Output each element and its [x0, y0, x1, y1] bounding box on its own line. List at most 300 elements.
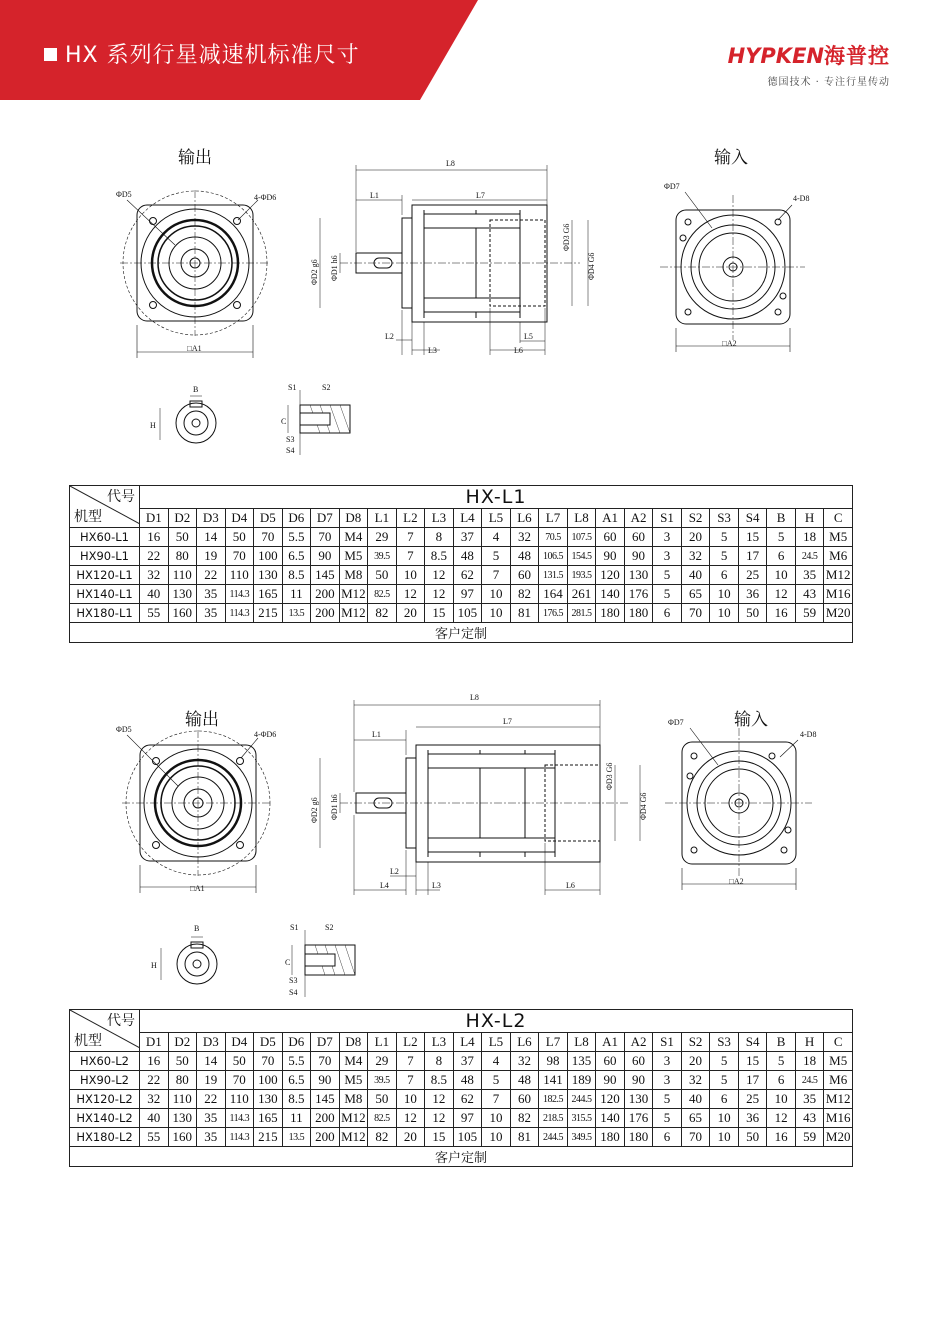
- label-s1-1: S1: [288, 383, 297, 392]
- value-cell-l4: 37: [453, 1052, 482, 1071]
- value-cell-d7: 200: [311, 1128, 340, 1147]
- label-d4-1: ΦD4 G6: [587, 252, 596, 280]
- table-row: [70, 547, 853, 566]
- value-cell-d5: 100: [254, 547, 283, 566]
- value-cell-d1: 55: [140, 604, 169, 623]
- value-cell-h: 59: [795, 1128, 824, 1147]
- shaft-key-view-2: [161, 937, 217, 984]
- value-cell-s2: 32: [681, 1071, 710, 1090]
- value-cell-d6: 6.5: [282, 547, 311, 566]
- column-header-l7: L7: [539, 1033, 568, 1052]
- value-cell-b: 5: [767, 528, 796, 547]
- column-header-b: B: [767, 509, 796, 528]
- value-cell-s2: 40: [681, 566, 710, 585]
- label-l1-1: L1: [370, 191, 379, 200]
- value-cell-c: M20: [824, 604, 853, 623]
- value-cell-l6: 81: [510, 604, 539, 623]
- model-cell: HX140-L1: [70, 585, 140, 604]
- value-cell-c: M6: [824, 547, 853, 566]
- value-cell-l1: 50: [368, 1090, 397, 1109]
- output-flange-view-2: [122, 730, 272, 893]
- column-header-s3: S3: [710, 509, 739, 528]
- value-cell-b: 16: [767, 1128, 796, 1147]
- shaft-key-view-1: [160, 396, 216, 443]
- label-l6-1: L6: [514, 346, 523, 355]
- value-cell-s2: 70: [681, 1128, 710, 1147]
- value-cell-l8: 135: [567, 1052, 596, 1071]
- model-cell: HX60-L2: [70, 1052, 140, 1071]
- table-footer: 客户定制: [70, 623, 853, 643]
- value-cell-s4: 15: [738, 1052, 767, 1071]
- output-caption-1: 输出: [178, 148, 212, 168]
- value-cell-l6: 82: [510, 1109, 539, 1128]
- value-cell-d3: 19: [197, 547, 226, 566]
- column-header-l2: L2: [396, 509, 425, 528]
- value-cell-a2: 180: [624, 1128, 653, 1147]
- input-caption-2: 输入: [734, 710, 768, 730]
- model-cell: HX90-L2: [70, 1071, 140, 1090]
- value-cell-l5: 10: [482, 604, 511, 623]
- value-cell-d6: 11: [282, 1109, 311, 1128]
- value-cell-h: 35: [795, 566, 824, 585]
- value-cell-l6: 32: [510, 528, 539, 547]
- value-cell-a2: 130: [624, 1090, 653, 1109]
- value-cell-l3: 12: [425, 1090, 454, 1109]
- brand-slogan: 德国技术 · 专注行星传动: [767, 77, 890, 88]
- value-cell-a1: 140: [596, 1109, 625, 1128]
- label-l5-1: L5: [524, 332, 533, 341]
- value-cell-l1: 82.5: [368, 1109, 397, 1128]
- table-row: [70, 1128, 853, 1147]
- column-header-d1: D1: [140, 509, 169, 528]
- table-row: [70, 1109, 853, 1128]
- value-cell-c: M20: [824, 1128, 853, 1147]
- page-title-text: HX 系列行星减速机标准尺寸: [65, 43, 360, 68]
- value-cell-l5: 4: [482, 528, 511, 547]
- value-cell-c: M12: [824, 566, 853, 585]
- value-cell-d8: M8: [339, 1090, 368, 1109]
- spec-table-l1: [69, 485, 853, 643]
- brand-name-cn: 海普控: [824, 44, 890, 68]
- value-cell-d7: 145: [311, 566, 340, 585]
- value-cell-l2: 7: [396, 1071, 425, 1090]
- value-cell-s1: 3: [653, 547, 682, 566]
- value-cell-d4: 114.3: [225, 604, 254, 623]
- column-header-d1: D1: [140, 1033, 169, 1052]
- value-cell-s3: 10: [710, 604, 739, 623]
- value-cell-l1: 29: [368, 528, 397, 547]
- value-cell-l3: 8.5: [425, 547, 454, 566]
- column-header-d7: D7: [311, 509, 340, 528]
- value-cell-l4: 48: [453, 547, 482, 566]
- column-header-row: [70, 509, 853, 528]
- column-header-d8: D8: [339, 1033, 368, 1052]
- value-cell-l4: 37: [453, 528, 482, 547]
- column-header-l6: L6: [510, 1033, 539, 1052]
- value-cell-d8: M8: [339, 566, 368, 585]
- label-d8-1: 4-D8: [793, 194, 810, 203]
- value-cell-l8: 189: [567, 1071, 596, 1090]
- value-cell-d7: 200: [311, 604, 340, 623]
- value-cell-b: 12: [767, 585, 796, 604]
- column-header-l7: L7: [539, 509, 568, 528]
- value-cell-h: 24.5: [795, 1071, 824, 1090]
- value-cell-l1: 50: [368, 566, 397, 585]
- table-footer-row: [70, 1147, 853, 1167]
- value-cell-d3: 35: [197, 1109, 226, 1128]
- column-header-l8: L8: [567, 509, 596, 528]
- column-header-l4: L4: [453, 509, 482, 528]
- value-cell-a2: 176: [624, 1109, 653, 1128]
- code-label: 代号: [107, 1013, 135, 1029]
- value-cell-l5: 10: [482, 1128, 511, 1147]
- value-cell-s3: 6: [710, 1090, 739, 1109]
- table-title: HX-L1: [140, 486, 853, 509]
- column-header-d2: D2: [168, 509, 197, 528]
- value-cell-l2: 12: [396, 1109, 425, 1128]
- label-d3-1: ΦD3 G6: [562, 223, 571, 251]
- value-cell-h: 35: [795, 1090, 824, 1109]
- value-cell-l7: 70.5: [539, 528, 568, 547]
- value-cell-d1: 55: [140, 1128, 169, 1147]
- label-d1-2: ΦD1 h6: [330, 794, 339, 820]
- column-header-d8: D8: [339, 509, 368, 528]
- label-s1-2: S1: [290, 923, 299, 932]
- column-header-d6: D6: [282, 509, 311, 528]
- column-header-l2: L2: [396, 1033, 425, 1052]
- label-l3-2: L3: [432, 881, 441, 890]
- value-cell-l5: 7: [482, 1090, 511, 1109]
- value-cell-d3: 35: [197, 604, 226, 623]
- column-header-l1: L1: [368, 509, 397, 528]
- table-footer: 客户定制: [70, 1147, 853, 1167]
- value-cell-s3: 5: [710, 547, 739, 566]
- value-cell-s3: 10: [710, 1128, 739, 1147]
- value-cell-s3: 5: [710, 528, 739, 547]
- value-cell-l6: 48: [510, 1071, 539, 1090]
- label-d7-2: ΦD7: [668, 718, 684, 727]
- value-cell-a2: 90: [624, 547, 653, 566]
- label-s3-2: S3: [289, 976, 298, 985]
- value-cell-s2: 40: [681, 1090, 710, 1109]
- column-header-d5: D5: [254, 1033, 283, 1052]
- value-cell-l4: 105: [453, 604, 482, 623]
- value-cell-d4: 114.3: [225, 1109, 254, 1128]
- value-cell-d8: M4: [339, 528, 368, 547]
- column-header-a1: A1: [596, 1033, 625, 1052]
- value-cell-d4: 70: [225, 547, 254, 566]
- value-cell-l1: 29: [368, 1052, 397, 1071]
- column-header-l4: L4: [453, 1033, 482, 1052]
- table-row: [70, 528, 853, 547]
- value-cell-s1: 3: [653, 1071, 682, 1090]
- label-s3-1: S3: [286, 435, 295, 444]
- table-row: [70, 585, 853, 604]
- value-cell-d3: 19: [197, 1071, 226, 1090]
- value-cell-d6: 6.5: [282, 1071, 311, 1090]
- value-cell-d5: 70: [254, 1052, 283, 1071]
- column-header-c: C: [824, 509, 853, 528]
- value-cell-b: 12: [767, 1109, 796, 1128]
- value-cell-l1: 82.5: [368, 585, 397, 604]
- label-b-2: B: [194, 924, 200, 933]
- value-cell-l4: 48: [453, 1071, 482, 1090]
- label-d3-2: ΦD3 G6: [605, 762, 614, 790]
- value-cell-l5: 4: [482, 1052, 511, 1071]
- value-cell-l3: 12: [425, 1109, 454, 1128]
- value-cell-s3: 10: [710, 1109, 739, 1128]
- column-header-l8: L8: [567, 1033, 596, 1052]
- value-cell-b: 16: [767, 604, 796, 623]
- value-cell-l3: 8: [425, 528, 454, 547]
- input-flange-view-1: [660, 192, 805, 352]
- value-cell-s2: 20: [681, 1052, 710, 1071]
- value-cell-s4: 17: [738, 547, 767, 566]
- table-corner-cell: [70, 1010, 140, 1052]
- value-cell-d5: 70: [254, 528, 283, 547]
- column-header-s1: S1: [653, 1033, 682, 1052]
- value-cell-d2: 80: [168, 547, 197, 566]
- value-cell-l2: 10: [396, 566, 425, 585]
- model-cell: HX180-L1: [70, 604, 140, 623]
- value-cell-d3: 14: [197, 1052, 226, 1071]
- table-row: [70, 566, 853, 585]
- value-cell-b: 6: [767, 547, 796, 566]
- value-cell-d7: 200: [311, 585, 340, 604]
- value-cell-a2: 176: [624, 585, 653, 604]
- value-cell-h: 43: [795, 1109, 824, 1128]
- table-corner-cell: [70, 486, 140, 528]
- column-header-l1: L1: [368, 1033, 397, 1052]
- value-cell-a2: 130: [624, 566, 653, 585]
- input-flange-view-2: [665, 728, 812, 890]
- value-cell-c: M12: [824, 1090, 853, 1109]
- value-cell-d1: 16: [140, 1052, 169, 1071]
- value-cell-s1: 5: [653, 566, 682, 585]
- column-header-a2: A2: [624, 1033, 653, 1052]
- column-header-d3: D3: [197, 1033, 226, 1052]
- value-cell-s4: 25: [738, 1090, 767, 1109]
- value-cell-s1: 6: [653, 1128, 682, 1147]
- value-cell-b: 5: [767, 1052, 796, 1071]
- value-cell-c: M5: [824, 1052, 853, 1071]
- value-cell-l6: 82: [510, 585, 539, 604]
- value-cell-h: 43: [795, 585, 824, 604]
- value-cell-a1: 90: [596, 547, 625, 566]
- value-cell-d6: 5.5: [282, 1052, 311, 1071]
- column-header-s4: S4: [738, 1033, 767, 1052]
- label-c-1: C: [281, 417, 287, 426]
- column-header-s2: S2: [681, 1033, 710, 1052]
- label-a1-2: □A1: [190, 884, 205, 893]
- label-h-1: H: [150, 421, 156, 430]
- value-cell-l4: 97: [453, 585, 482, 604]
- value-cell-l8: 244.5: [567, 1090, 596, 1109]
- value-cell-d5: 130: [254, 566, 283, 585]
- model-cell: HX60-L1: [70, 528, 140, 547]
- value-cell-l7: 164: [539, 585, 568, 604]
- label-d6-2: 4-ΦD6: [254, 730, 277, 739]
- value-cell-s4: 15: [738, 528, 767, 547]
- label-l7-1: L7: [476, 191, 485, 200]
- label-l3-1: L3: [428, 346, 437, 355]
- column-header-d7: D7: [311, 1033, 340, 1052]
- label-l1-2: L1: [372, 730, 381, 739]
- value-cell-d3: 22: [197, 1090, 226, 1109]
- value-cell-l8: 107.5: [567, 528, 596, 547]
- value-cell-l3: 15: [425, 604, 454, 623]
- table-row: [70, 604, 853, 623]
- value-cell-s4: 17: [738, 1071, 767, 1090]
- value-cell-s4: 50: [738, 1128, 767, 1147]
- label-d6-1: 4-ΦD6: [254, 193, 277, 202]
- value-cell-d2: 160: [168, 604, 197, 623]
- value-cell-d5: 215: [254, 1128, 283, 1147]
- value-cell-d3: 22: [197, 566, 226, 585]
- column-header-h: H: [795, 1033, 824, 1052]
- value-cell-d4: 50: [225, 1052, 254, 1071]
- column-header-a1: A1: [596, 509, 625, 528]
- label-d4-2: ΦD4 G6: [639, 792, 648, 820]
- value-cell-d7: 70: [311, 528, 340, 547]
- model-cell: HX120-L2: [70, 1090, 140, 1109]
- value-cell-a1: 60: [596, 528, 625, 547]
- value-cell-d8: M12: [339, 1128, 368, 1147]
- value-cell-d2: 110: [168, 566, 197, 585]
- column-header-d4: D4: [225, 509, 254, 528]
- label-c-2: C: [285, 958, 291, 967]
- label-l4-2: L4: [380, 881, 389, 890]
- value-cell-d4: 114.3: [225, 1128, 254, 1147]
- value-cell-d4: 114.3: [225, 585, 254, 604]
- value-cell-l2: 10: [396, 1090, 425, 1109]
- label-s4-1: S4: [286, 446, 295, 455]
- code-label: 代号: [107, 489, 135, 505]
- value-cell-d8: M5: [339, 1071, 368, 1090]
- value-cell-d8: M5: [339, 547, 368, 566]
- label-d2-1: ΦD2 g6: [310, 259, 319, 285]
- value-cell-s1: 3: [653, 528, 682, 547]
- value-cell-l8: 154.5: [567, 547, 596, 566]
- label-b-1: B: [193, 385, 199, 394]
- value-cell-d2: 50: [168, 528, 197, 547]
- value-cell-s3: 5: [710, 1052, 739, 1071]
- value-cell-l8: 193.5: [567, 566, 596, 585]
- value-cell-d1: 22: [140, 547, 169, 566]
- value-cell-d7: 90: [311, 1071, 340, 1090]
- model-cell: HX140-L2: [70, 1109, 140, 1128]
- value-cell-l5: 5: [482, 1071, 511, 1090]
- model-cell: HX120-L1: [70, 566, 140, 585]
- table-row: [70, 1071, 853, 1090]
- value-cell-l1: 39.5: [368, 547, 397, 566]
- value-cell-d1: 22: [140, 1071, 169, 1090]
- value-cell-l1: 39.5: [368, 1071, 397, 1090]
- value-cell-d4: 70: [225, 1071, 254, 1090]
- value-cell-l7: 98: [539, 1052, 568, 1071]
- value-cell-s3: 5: [710, 1071, 739, 1090]
- value-cell-d2: 80: [168, 1071, 197, 1090]
- value-cell-l2: 7: [396, 1052, 425, 1071]
- value-cell-d6: 11: [282, 585, 311, 604]
- value-cell-c: M16: [824, 1109, 853, 1128]
- value-cell-a2: 60: [624, 1052, 653, 1071]
- value-cell-d1: 32: [140, 1090, 169, 1109]
- label-d5-2: ΦD5: [116, 725, 132, 734]
- value-cell-l5: 7: [482, 566, 511, 585]
- value-cell-l2: 7: [396, 528, 425, 547]
- value-cell-d1: 32: [140, 566, 169, 585]
- value-cell-h: 18: [795, 1052, 824, 1071]
- value-cell-b: 10: [767, 1090, 796, 1109]
- value-cell-d2: 130: [168, 585, 197, 604]
- value-cell-l2: 20: [396, 604, 425, 623]
- table-row: [70, 1052, 853, 1071]
- value-cell-d3: 35: [197, 1128, 226, 1147]
- value-cell-b: 10: [767, 566, 796, 585]
- value-cell-a2: 60: [624, 528, 653, 547]
- value-cell-d6: 8.5: [282, 1090, 311, 1109]
- value-cell-c: M6: [824, 1071, 853, 1090]
- label-h-2: H: [151, 961, 157, 970]
- column-header-a2: A2: [624, 509, 653, 528]
- value-cell-l7: 218.5: [539, 1109, 568, 1128]
- value-cell-s4: 36: [738, 1109, 767, 1128]
- value-cell-l7: 131.5: [539, 566, 568, 585]
- shaft-section-view-1: [288, 390, 350, 455]
- value-cell-d2: 50: [168, 1052, 197, 1071]
- value-cell-l6: 60: [510, 1090, 539, 1109]
- value-cell-a1: 120: [596, 566, 625, 585]
- value-cell-d2: 130: [168, 1109, 197, 1128]
- value-cell-l5: 5: [482, 547, 511, 566]
- value-cell-s2: 20: [681, 528, 710, 547]
- value-cell-d7: 90: [311, 547, 340, 566]
- value-cell-l2: 7: [396, 547, 425, 566]
- value-cell-a1: 90: [596, 1071, 625, 1090]
- value-cell-h: 59: [795, 604, 824, 623]
- value-cell-l3: 8: [425, 1052, 454, 1071]
- label-l8-1: L8: [446, 159, 455, 168]
- value-cell-l6: 48: [510, 547, 539, 566]
- value-cell-d8: M12: [339, 1109, 368, 1128]
- value-cell-l8: 315.5: [567, 1109, 596, 1128]
- value-cell-a1: 120: [596, 1090, 625, 1109]
- value-cell-l3: 15: [425, 1128, 454, 1147]
- value-cell-d5: 100: [254, 1071, 283, 1090]
- value-cell-s2: 70: [681, 604, 710, 623]
- column-header-l3: L3: [425, 509, 454, 528]
- value-cell-s2: 65: [681, 585, 710, 604]
- value-cell-s1: 5: [653, 1109, 682, 1128]
- label-d5-1: ΦD5: [116, 190, 132, 199]
- value-cell-l5: 10: [482, 1109, 511, 1128]
- label-d2-2: ΦD2 g6: [310, 797, 319, 823]
- value-cell-d8: M12: [339, 604, 368, 623]
- value-cell-a2: 90: [624, 1071, 653, 1090]
- label-a1-1: □A1: [187, 344, 202, 353]
- column-header-l5: L5: [482, 1033, 511, 1052]
- column-header-s1: S1: [653, 509, 682, 528]
- value-cell-d1: 16: [140, 528, 169, 547]
- value-cell-l2: 12: [396, 585, 425, 604]
- value-cell-s1: 3: [653, 1052, 682, 1071]
- value-cell-d1: 40: [140, 1109, 169, 1128]
- side-view-2: [320, 700, 640, 895]
- value-cell-d5: 165: [254, 585, 283, 604]
- output-caption-2: 输出: [185, 710, 219, 730]
- value-cell-l8: 281.5: [567, 604, 596, 623]
